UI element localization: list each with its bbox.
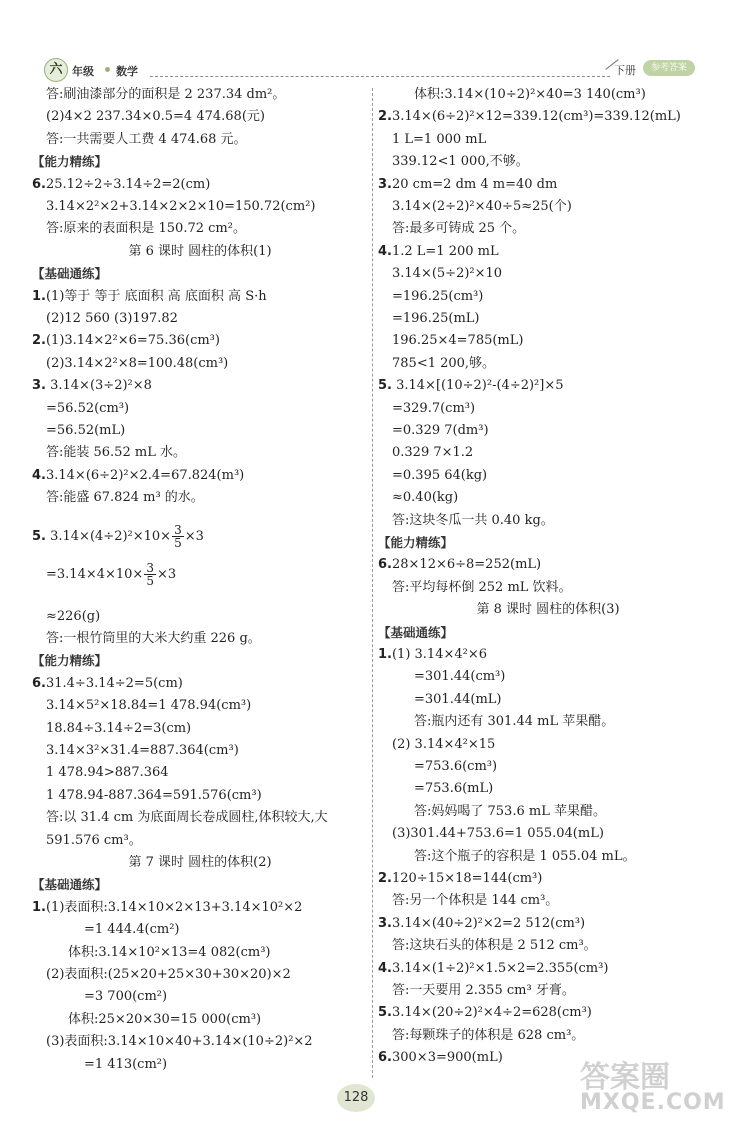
line-text: 【基础通练】 <box>32 877 108 893</box>
line-text: (1)表面积:3.14×10×2×13+3.14×10²×2 <box>45 899 303 915</box>
line-text: 体积:3.14×(10÷2)²×40=3 140(cm³) <box>414 87 646 102</box>
page-number: 128 <box>337 1084 375 1112</box>
fraction-denominator: 5 <box>146 573 154 588</box>
fraction-numerator: 3 <box>174 522 182 537</box>
line-text: =56.52(cm³) <box>46 400 130 416</box>
question-number: 6. <box>378 557 392 573</box>
answer-line <box>46 630 261 648</box>
answer-line <box>68 944 270 962</box>
line-text: 答:这个瓶子的容积是 1 055.04 mL。 <box>414 848 636 864</box>
header-rule <box>150 76 610 77</box>
answer-line <box>378 108 681 126</box>
line-text: 3.14×(20÷2)²×4÷2=628(cm³) <box>391 1005 592 1021</box>
line-text: =0.329 7(dm³) <box>392 423 489 438</box>
line-text: =3 700(cm²) <box>84 989 168 1005</box>
section-heading <box>378 534 453 552</box>
lesson-title <box>378 601 718 619</box>
answer-line <box>414 713 614 731</box>
line-text: (1)等于 等于 底面积 高 底面积 高 S·h <box>45 288 267 304</box>
line-text: (2)12 560 (3)197.82 <box>46 311 178 326</box>
grade-label: 年级 <box>72 65 94 78</box>
line-text: 答:瓶内还有 301.44 mL 苹果醋。 <box>414 714 615 730</box>
answer-line <box>46 720 191 738</box>
line-text: =301.44(mL) <box>414 691 502 707</box>
line-text: 300×3=900(mL) <box>391 1050 503 1066</box>
line-text: 3.14×(3÷2)²×8 <box>45 378 152 394</box>
answer-line <box>414 758 497 776</box>
line-text: 28×12×6÷8=252(mL) <box>391 557 542 573</box>
lesson-title <box>32 243 368 261</box>
section-heading <box>32 153 107 171</box>
line-text: 3.14×[(10÷2)²-(4÷2)²]×5 <box>391 378 564 394</box>
line-text: 答:这块石头的体积是 2 512 cm³。 <box>392 938 597 954</box>
line-text: 【能力精练】 <box>378 535 454 550</box>
volume-label: 下册 <box>614 64 636 77</box>
line-text: 1 L=1 000 mL <box>392 131 487 147</box>
line-text: ≈0.40(kg) <box>392 490 459 506</box>
answer-line <box>46 400 129 418</box>
answer-line <box>32 377 152 395</box>
question-number: 2. <box>32 333 46 349</box>
line-text: ×3 <box>156 566 177 582</box>
answer-line <box>46 697 251 715</box>
section-heading <box>32 876 107 894</box>
question-number: 5. <box>378 378 392 394</box>
answer-line <box>68 1011 261 1029</box>
fraction-3-5 <box>144 562 156 587</box>
answer-line <box>46 787 262 805</box>
line-text: 339.12<1 000,不够。 <box>392 154 529 170</box>
answer-line <box>46 131 247 149</box>
lesson-title <box>32 854 368 872</box>
line-text: (3)表面积:3.14×10×40+3.14×(10÷2)²×2 <box>46 1034 313 1050</box>
answer-line <box>392 332 523 350</box>
line-text: =301.44(cm³) <box>414 669 506 685</box>
question-number: 6. <box>32 675 46 691</box>
section-heading <box>32 265 107 283</box>
fraction-3-5 <box>172 524 184 549</box>
answer-line <box>46 108 265 126</box>
line-text: 答:原来的表面积是 150.72 cm²。 <box>46 221 246 237</box>
page-header <box>0 54 750 86</box>
line-text: 3.14×2²×2+3.14×2×2×10=150.72(cm²) <box>46 199 316 214</box>
question-number: 3. <box>378 176 392 192</box>
answer-line <box>392 153 529 171</box>
line-text: =753.6(mL) <box>414 781 494 797</box>
answer-line <box>46 220 246 238</box>
answer-line <box>414 803 606 821</box>
line-text: =1 444.4(cm²) <box>84 922 180 938</box>
answer-line <box>378 176 557 194</box>
answer-line <box>392 422 489 440</box>
watermark-logo: 答案圈 <box>580 1060 670 1095</box>
answer-line <box>46 198 315 216</box>
answer-line <box>392 265 502 283</box>
line-text: 答:妈妈喝了 753.6 mL 苹果醋。 <box>414 803 606 819</box>
answer-line <box>46 1033 313 1051</box>
answer-line <box>32 675 183 693</box>
line-text: =753.6(cm³) <box>414 759 498 774</box>
question-number: 5. <box>32 528 46 544</box>
line-text: 体积:25×20×30=15 000(cm³) <box>68 1011 262 1027</box>
answer-line <box>392 937 597 955</box>
line-text: =196.25(cm³) <box>392 288 484 304</box>
line-text: 1.2 L=1 200 mL <box>391 243 499 259</box>
line-text: 3.14×5²×18.84=1 478.94(cm³) <box>46 698 252 714</box>
question-number: 3. <box>378 915 392 931</box>
line-text: 第 8 课时 圆柱的体积(3) <box>476 602 620 618</box>
answer-line <box>84 1056 167 1074</box>
answer-line <box>392 982 575 1000</box>
line-text: (1)3.14×2²×6=75.36(cm³) <box>45 333 220 349</box>
line-text: 3.14×(6÷2)²×2.4=67.824(m³) <box>45 467 245 483</box>
question-number: 4. <box>378 243 392 259</box>
question-number: 5. <box>378 1005 392 1021</box>
answer-line <box>392 355 495 373</box>
line-text: 答:刷油漆部分的面积是 2 237.34 dm²。 <box>46 87 286 102</box>
line-text: 【基础通练】 <box>32 266 108 282</box>
question-number: 2. <box>378 109 392 125</box>
line-text: ≈226(g) <box>46 608 101 624</box>
line-text: 答:以 31.4 cm 为底面周长卷成圆柱,体积较大,大 <box>46 810 328 826</box>
line-text: (1) 3.14×4²×6 <box>391 647 488 662</box>
answer-line <box>392 467 487 485</box>
answer-line <box>392 736 495 754</box>
question-number: 3. <box>32 378 46 394</box>
line-text: =196.25(mL) <box>392 311 480 326</box>
line-text: 196.25×4=785(mL) <box>392 333 524 349</box>
question-number: 4. <box>378 960 392 976</box>
question-number: 1. <box>32 899 46 915</box>
answer-line <box>378 556 541 574</box>
line-text: 3.14×(40÷2)²×2=2 512(cm³) <box>391 915 586 931</box>
answer-line <box>378 1004 592 1022</box>
answer-line <box>84 921 179 939</box>
answer-line <box>392 220 525 238</box>
line-text: 答:能装 56.52 mL 水。 <box>46 445 186 461</box>
section-heading <box>378 624 453 642</box>
answer-line <box>46 966 291 984</box>
header-dot <box>105 67 110 72</box>
answer-line <box>392 444 473 462</box>
line-text: =56.52(mL) <box>46 423 126 438</box>
answer-line <box>378 960 608 978</box>
answer-line <box>414 780 493 798</box>
line-text: 第 7 课时 圆柱的体积(2) <box>128 855 272 870</box>
watermark-url: MXQE.COM <box>580 1090 726 1115</box>
question-number: 6. <box>378 1050 392 1066</box>
answer-line <box>46 832 142 850</box>
answer-line <box>46 608 100 626</box>
answer-line <box>414 86 646 104</box>
line-text: 体积:3.14×10²×13=4 082(cm³) <box>68 944 271 960</box>
answer-line <box>46 422 125 440</box>
line-text: 3.14×(1÷2)²×1.5×2=2.355(cm³) <box>391 960 609 976</box>
answer-line <box>46 355 228 373</box>
answer-line <box>378 646 487 664</box>
line-text: 答:另一个体积是 144 cm³。 <box>392 893 559 909</box>
answer-line <box>46 310 178 328</box>
answer-line <box>46 444 186 462</box>
answer-line <box>32 467 244 485</box>
line-text: =0.395 64(kg) <box>392 467 488 483</box>
answer-line-fraction <box>32 524 204 549</box>
column-divider <box>372 88 373 1078</box>
line-text: 120÷15×18=144(cm³) <box>391 871 543 886</box>
line-text: 1 478.94-887.364=591.576(cm³) <box>46 787 262 803</box>
answer-line <box>378 377 564 395</box>
line-text: (2)3.14×2²×8=100.48(cm³) <box>46 355 229 371</box>
line-text: 591.576 cm³。 <box>46 832 142 848</box>
answer-line <box>392 489 458 507</box>
line-text: 18.84÷3.14÷2=3(cm) <box>46 720 192 736</box>
answer-line <box>392 288 483 306</box>
answer-line <box>392 512 554 530</box>
line-text: 答:能盛 67.824 m³ 的水。 <box>46 490 204 506</box>
answer-line-fraction <box>46 562 176 587</box>
line-text: 0.329 7×1.2 <box>392 445 474 461</box>
line-text: 3.14×(4÷2)²×10× <box>45 528 172 544</box>
answer-line <box>32 288 267 306</box>
line-text: 答:每颗珠子的体积是 628 cm³。 <box>392 1027 585 1043</box>
answer-line <box>46 86 285 104</box>
answer-line <box>378 1049 503 1067</box>
line-text: 25.12÷2÷3.14÷2=2(cm) <box>45 176 211 192</box>
line-text: ×3 <box>184 528 204 544</box>
subject-label: 数学 <box>116 65 138 78</box>
answer-line <box>414 668 505 686</box>
answer-line <box>46 764 169 782</box>
grade-badge: 六 <box>44 58 68 82</box>
line-text: (2) 3.14×4²×15 <box>392 736 496 752</box>
line-text: 答:一共需要人工费 4 474.68 元。 <box>46 131 247 147</box>
line-text: 答:平均每杯倒 252 mL 饮料。 <box>392 579 572 595</box>
answer-line <box>414 691 501 709</box>
line-text: 3.14×3²×31.4=887.364(cm³) <box>46 743 239 758</box>
section-heading <box>32 652 107 670</box>
line-text: 答:一根竹筒里的大米大约重 226 g。 <box>46 631 261 646</box>
line-text: 785<1 200,够。 <box>392 355 496 371</box>
line-text: =3.14×4×10× <box>46 566 144 582</box>
question-number: 4. <box>32 467 46 483</box>
line-text: 20 cm=2 dm 4 m=40 dm <box>391 176 558 192</box>
answer-line <box>378 870 542 888</box>
line-text: =329.7(cm³) <box>392 400 476 416</box>
line-text: 【能力精练】 <box>32 653 108 669</box>
line-text: 1 478.94>887.364 <box>46 765 169 781</box>
answer-line <box>392 310 479 328</box>
line-text: 3.14×(2÷2)²×40÷5≈25(个) <box>392 199 572 214</box>
answer-line <box>46 809 328 827</box>
answer-line <box>392 892 558 910</box>
line-text: 【能力精练】 <box>32 154 108 170</box>
answer-line <box>392 579 572 597</box>
answer-line <box>378 915 585 933</box>
line-text: 31.4÷3.14÷2=5(cm) <box>45 675 183 691</box>
answer-line <box>46 742 239 760</box>
question-number: 1. <box>32 288 46 304</box>
question-number: 2. <box>378 871 392 886</box>
answer-line <box>392 198 572 216</box>
line-text: (2)4×2 237.34×0.5=4 474.68(元) <box>46 109 265 125</box>
line-text: 答:一天要用 2.355 cm³ 牙膏。 <box>392 983 575 998</box>
answer-line <box>392 131 486 149</box>
answer-line <box>46 489 204 507</box>
line-text: 答:最多可铸成 25 个。 <box>392 221 526 237</box>
line-text: 答:这块冬瓜一共 0.40 kg。 <box>392 512 554 528</box>
fraction-numerator: 3 <box>146 560 154 575</box>
line-text: 3.14×(5÷2)²×10 <box>392 266 503 282</box>
answer-pill: 参考答案 <box>643 60 695 76</box>
answer-line <box>32 332 220 350</box>
answer-line <box>392 825 604 843</box>
question-number: 1. <box>378 647 392 662</box>
line-text: 【基础通练】 <box>378 624 454 640</box>
answer-line <box>392 400 475 418</box>
answer-line <box>392 1027 584 1045</box>
answer-line <box>84 988 167 1006</box>
answer-line <box>32 176 210 194</box>
line-text: 第 6 课时 圆柱的体积(1) <box>128 243 272 259</box>
line-text: (3)301.44+753.6=1 055.04(mL) <box>392 826 604 842</box>
line-text: =1 413(cm²) <box>84 1056 168 1072</box>
line-text: (2)表面积:(25×20+25×30+30×20)×2 <box>46 967 291 982</box>
question-number: 6. <box>32 176 46 192</box>
answer-line <box>32 899 302 917</box>
answer-line <box>378 243 499 261</box>
answer-line <box>414 848 636 866</box>
line-text: 3.14×(6÷2)²×12=339.12(cm³)=339.12(mL) <box>391 109 681 125</box>
fraction-denominator: 5 <box>174 535 182 550</box>
